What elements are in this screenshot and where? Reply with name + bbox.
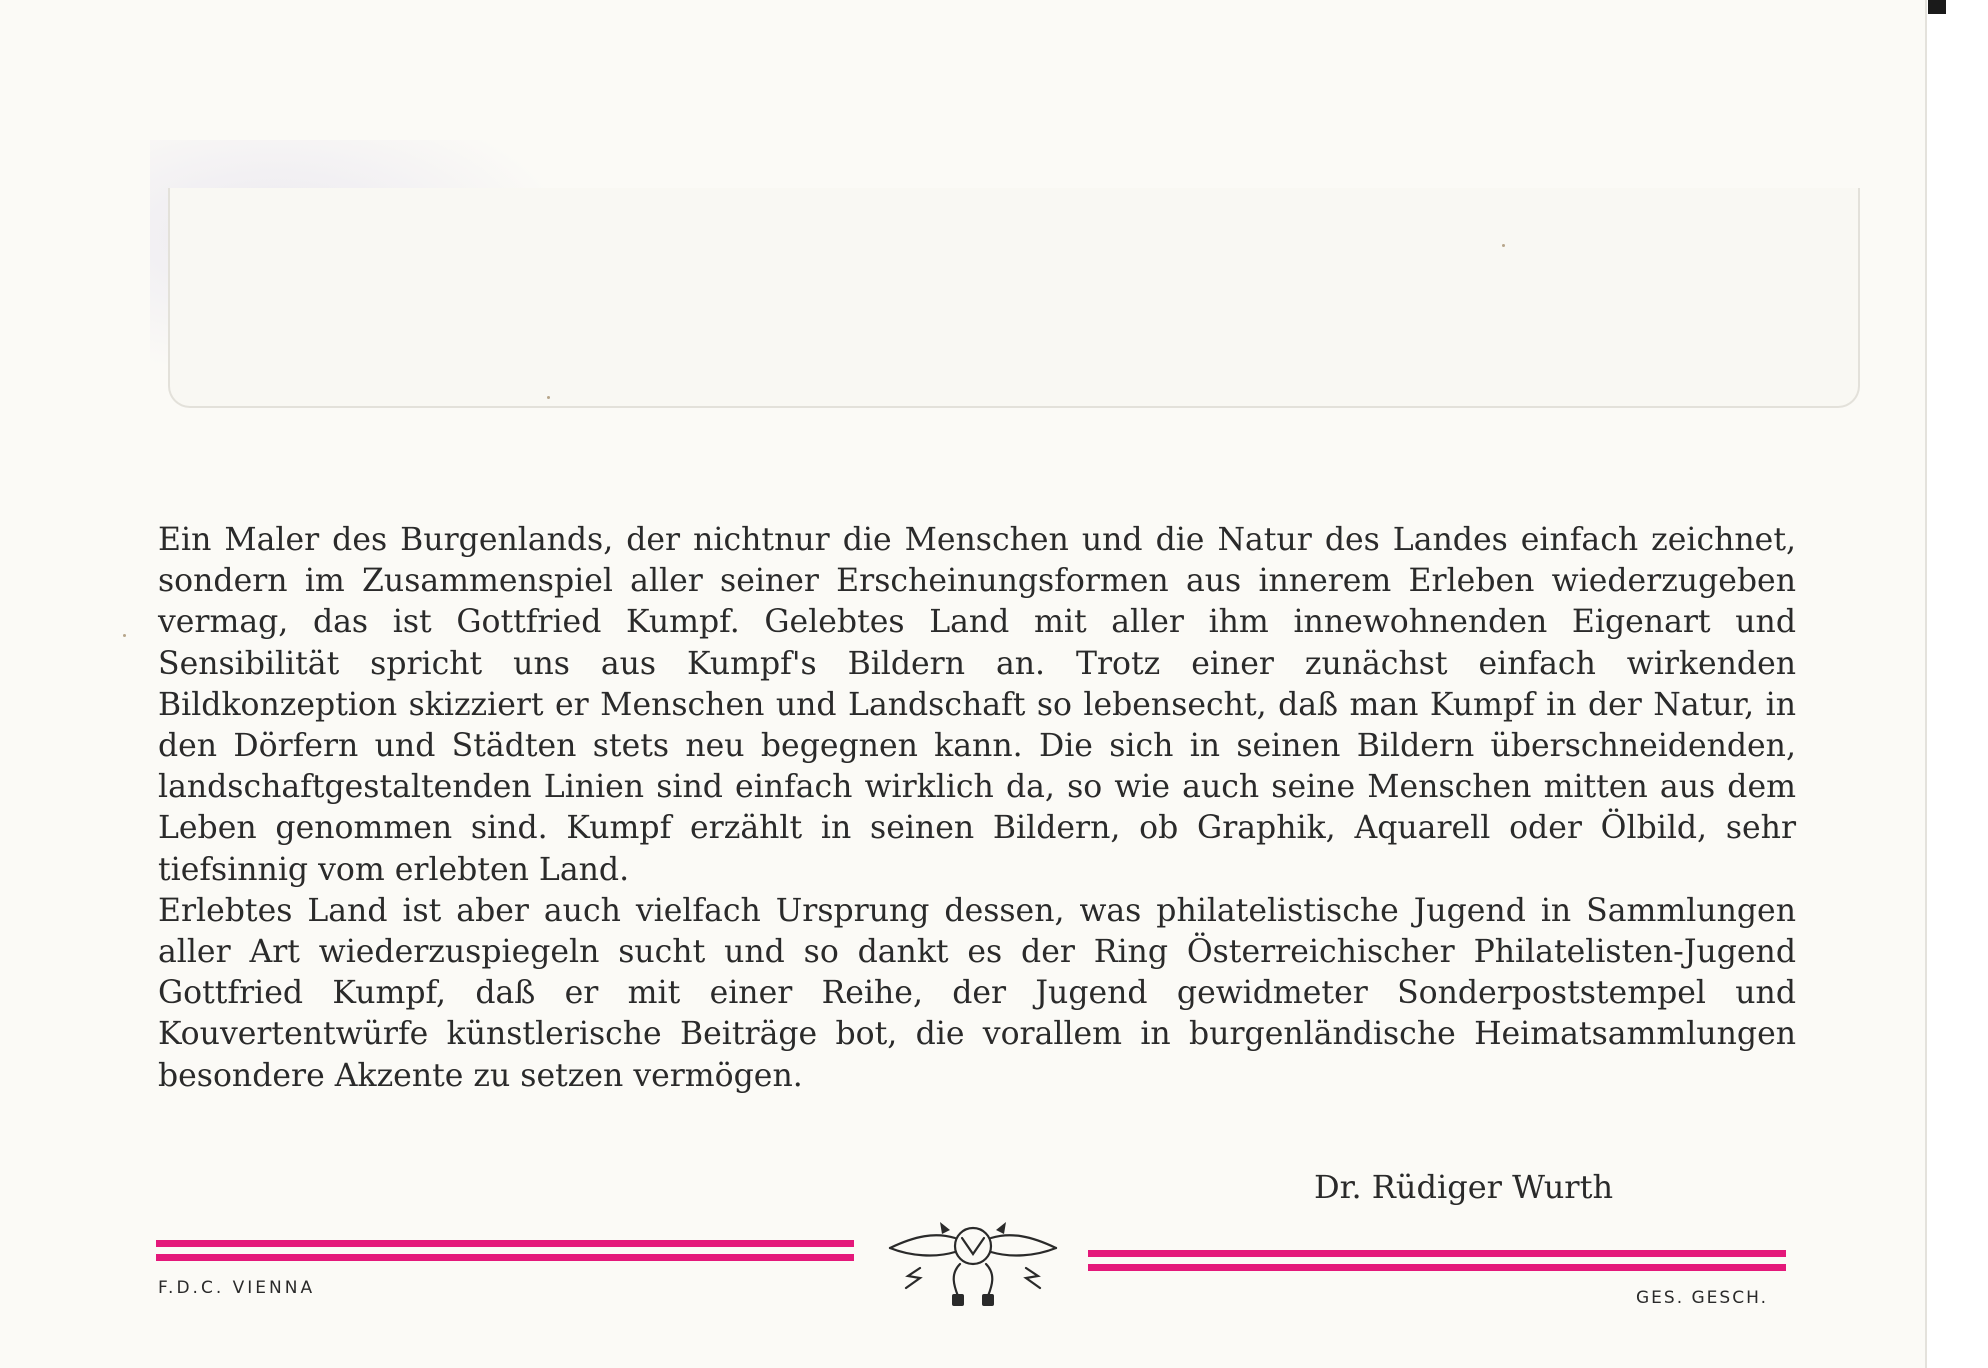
footer-copyright-label: GES. GESCH.	[1636, 1288, 1768, 1308]
article-text	[158, 520, 1796, 1097]
author-signature: Dr. Rüdiger Wurth	[1314, 1168, 1614, 1206]
scan-margin	[1927, 0, 1988, 1368]
article-paragraph-2: Erlebtes Land ist aber auch vielfach Ursprung dessen, was philatelistische Jugend in Sammlungen aller Art wiederzuspiegeln sucht und so dankt es der Ring Österreichischer Philatelisten-Jugend Gottfried Kumpf, daß er mit einer Reihe, der Jugend gewidmeter Sonderpoststempel und Kouvertentwürfe künstlerische Beiträge bot, die vorallem in burgenländische Heimatsammlungen besondere Akzente zu setzen vermögen.	[158, 892, 1796, 1094]
envelope-flap	[168, 188, 1860, 408]
posthorn-emblem-icon	[880, 1208, 1066, 1308]
scan-corner-mark	[1928, 0, 1946, 14]
paper-speck	[123, 634, 126, 637]
pink-rule-right	[1088, 1250, 1786, 1276]
paper-speck	[547, 396, 550, 399]
pink-rule-left	[156, 1240, 854, 1266]
paper-speck	[1502, 244, 1505, 247]
article-paragraph-1: Ein Maler des Burgenlands, der nichtnur die Menschen und die Natur des Landes einfach zeichnet, sondern im Zusammenspiel aller seiner Erscheinungsformen aus innerem Erleben wiederzugeben vermag, das ist Gottfried Kumpf. Gelebtes Land mit aller ihm innewohnenden Eigenart und Sensibilität spricht uns aus Kumpf's Bildern an. Trotz einer zunächst einfach wirkenden Bildkonzeption skizziert er Menschen und Landschaft so lebensecht, daß man Kumpf in der Natur, in den Dörfern und Städten stets neu begegnen kann. Die sich in seinen Bildern überschneidenden, landschaftgestaltenden Linien sind einfach wirklich da, so wie auch seine Menschen mitten aus dem Leben genommen sind. Kumpf erzählt in seinen Bildern, ob Graphik, Aquarell oder Ölbild, sehr tiefsinnig vom erlebten Land.	[158, 522, 1796, 888]
footer-publisher-label: F.D.C. VIENNA	[158, 1278, 316, 1298]
